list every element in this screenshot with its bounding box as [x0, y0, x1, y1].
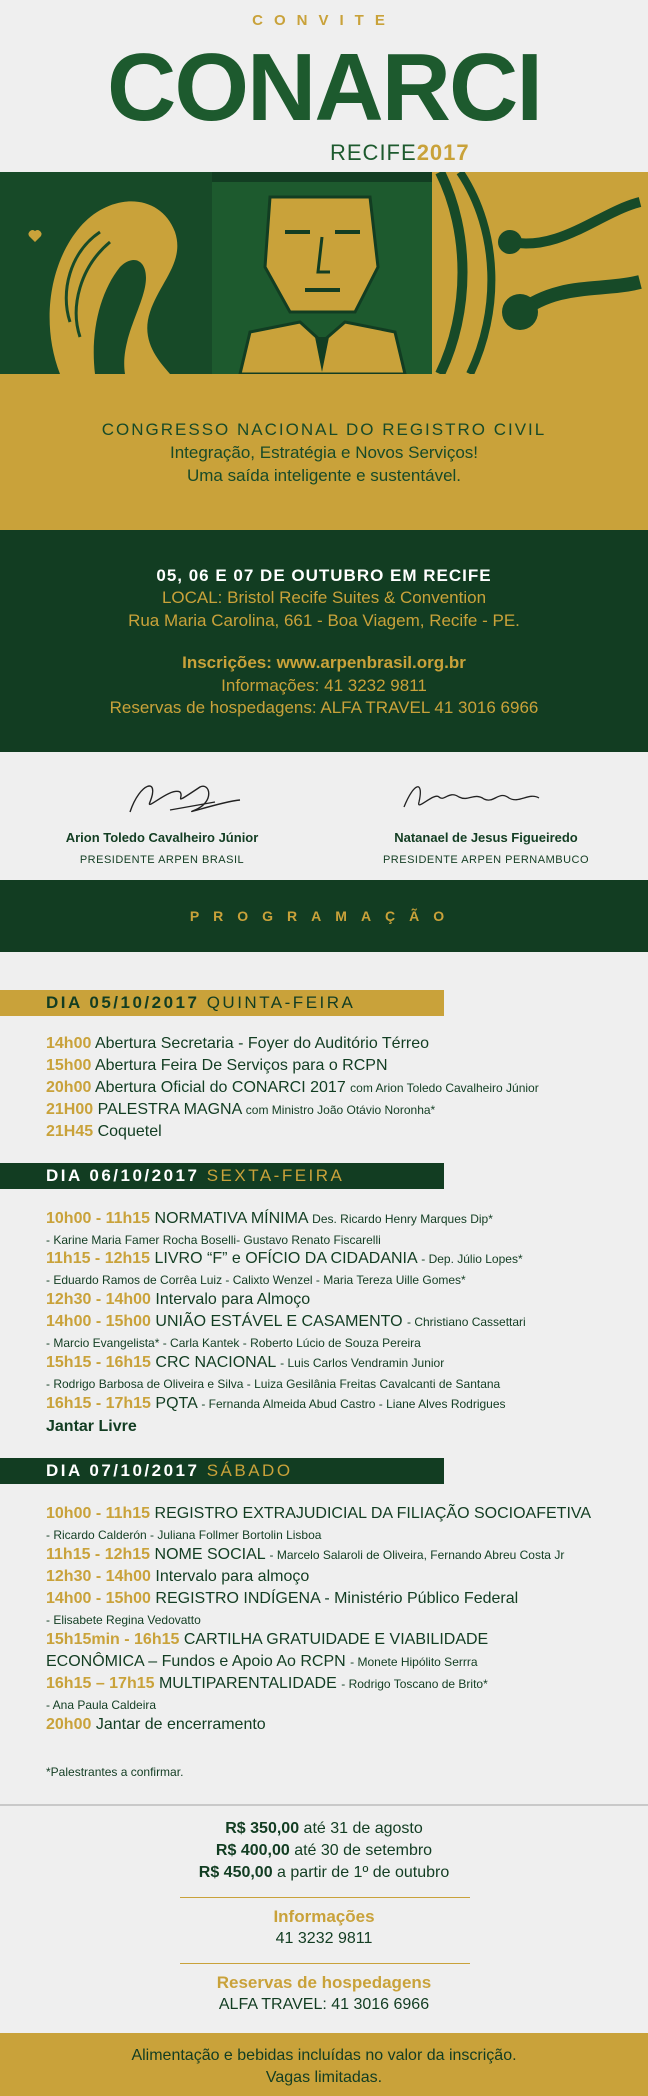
footer-line-2: Vagas limitadas. [265, 2069, 383, 2086]
programacao-band [0, 880, 648, 952]
registration-link[interactable]: Inscrições: www.arpenbrasil.org.br [182, 653, 466, 672]
speakers: - Rodrigo Barbosa de Oliveira e Silva - Luiza Gesilânia Freitas Cavalcanti de Santana [46, 1377, 501, 1391]
congress-tagline: Integração, Estratégia e Novos Serviços! [169, 443, 479, 462]
schedule-item: 10h00 - 11h15 NORMATIVA MÍNIMA Des. Ricardo Henry Marques Dip* [46, 1210, 493, 1227]
speakers: - Karine Maria Famer Rocha Boselli- Gustavo Renato Fiscarelli [46, 1233, 381, 1247]
signature-role: PRESIDENTE ARPEN BRASIL [79, 854, 245, 866]
price-row: R$ 350,00 até 31 de agosto [225, 1820, 423, 1837]
schedule-item: 21H45 Coquetel [46, 1123, 162, 1140]
illustration-banner [0, 172, 648, 374]
price-row: R$ 400,00 até 30 de setembro [215, 1842, 433, 1859]
event-info [0, 530, 648, 752]
header [0, 0, 648, 172]
day-header-3 [0, 1458, 444, 1484]
info-phone-value: 41 3232 9811 [275, 1930, 373, 1947]
congress-band [0, 374, 648, 530]
info-title: Informações [273, 1907, 375, 1926]
programacao-title: PROGRAMAÇÃO [189, 908, 459, 924]
event-dates: 05, 06 E 07 DE OUTUBRO EM RECIFE [156, 566, 492, 585]
signature-scribble [0, 772, 324, 818]
footer [0, 2033, 648, 2096]
city-year [330, 140, 470, 166]
schedule-item: 21H00 PALESTRA MAGNA com Ministro João Otávio Noronha* [46, 1101, 436, 1118]
schedule-item: 12h30 - 14h00 Intervalo para almoço [46, 1568, 310, 1585]
jantar-livre: Jantar Livre [46, 1418, 137, 1435]
divider [180, 1963, 470, 1964]
schedule-item: 10h00 - 11h15 REGISTRO EXTRAJUDICIAL DA FILIAÇÃO SOCIOAFETIVA [46, 1505, 592, 1522]
schedule-item: 20h00 Jantar de encerramento [46, 1716, 266, 1733]
schedule-item: 20h00 Abertura Oficial do CONARCI 2017 com Arion Toledo Cavalheiro Júnior [46, 1079, 539, 1096]
divider [180, 1897, 470, 1898]
schedule-item: 11h15 - 12h15 LIVRO “F” e OFÍCIO DA CIDADANIA - Dep. Júlio Lopes* [46, 1250, 523, 1267]
schedule-item: 16h15 - 17h15 PQTA - Fernanda Almeida Abud Castro - Liane Alves Rodrigues [46, 1395, 506, 1412]
footer-line-1: Alimentação e bebidas incluídas no valor da inscrição. [131, 2047, 517, 2064]
schedule-item: 15h00 Abertura Feira De Serviços para o RCPN [46, 1057, 388, 1074]
reservations-title: Reservas de hospedagens [216, 1973, 432, 1992]
congress-name: CONGRESSO NACIONAL DO REGISTRO CIVIL [101, 420, 547, 439]
event-local: LOCAL: Bristol Recife Suites & Convention [161, 588, 487, 607]
speakers: - Eduardo Ramos de Corrêa Luiz - Calixto Wenzel - Maria Tereza Uille Gomes* [46, 1273, 466, 1287]
day-weekday: QUINTA-FEIRA [206, 993, 356, 1012]
day-weekday: SEXTA-FEIRA [206, 1166, 345, 1185]
signature-scribble [324, 772, 648, 818]
confirmation-note: *Palestrantes a confirmar. [46, 1765, 184, 1779]
schedule-item: ECONÔMICA – Fundos e Apoio Ao RCPN - Monete Hipólito Serrra [46, 1653, 478, 1670]
signature-name: Arion Toledo Cavalheiro Júnior [65, 830, 259, 845]
event-address: Rua Maria Carolina, 661 - Boa Viagem, Recife - PE. [128, 611, 520, 630]
speakers: - Ricardo Calderón - Juliana Follmer Bortolin Lisboa [46, 1528, 322, 1542]
congress-subtitle: Uma saída inteligente e sustentável. [186, 466, 462, 485]
event-title: CONARCI [107, 34, 541, 141]
schedule-item: 15h15 - 16h15 CRC NACIONAL - Luis Carlos Vendramin Junior [46, 1354, 445, 1371]
divider [0, 1804, 648, 1806]
signature-2 [324, 752, 648, 880]
schedule-item: 14h00 - 15h00 UNIÃO ESTÁVEL E CASAMENTO - Christiano Cassettari [46, 1313, 526, 1330]
schedule-item: 14h00 - 15h00 REGISTRO INDÍGENA - Ministério Público Federal [46, 1590, 519, 1607]
day-date: DIA 07/10/2017 [46, 1461, 200, 1480]
convite-label: CONVITE [252, 12, 396, 29]
day-date: DIA 06/10/2017 [46, 1166, 200, 1185]
signatures [0, 752, 648, 880]
speakers: - Marcio Evangelista* - Carla Kantek - Roberto Lúcio de Souza Pereira [46, 1336, 421, 1350]
schedule-item: 12h30 - 14h00 Intervalo para Almoço [46, 1291, 311, 1308]
speakers: - Ana Paula Caldeira [46, 1698, 157, 1712]
day-header-2 [0, 1163, 444, 1189]
day-header-1 [0, 990, 444, 1016]
schedule-item: 16h15 – 17h15 MULTIPARENTALIDADE - Rodrigo Toscano de Brito* [46, 1675, 488, 1692]
signature-1 [0, 752, 324, 880]
hotel-reservations: Reservas de hospedagens: ALFA TRAVEL 41 3016 6966 [109, 698, 539, 717]
info-phone: Informações: 41 3232 9811 [221, 676, 427, 695]
speakers: - Elisabete Regina Vedovatto [46, 1613, 201, 1627]
city: RECIFE [330, 140, 417, 165]
schedule-item: 15h15min - 16h15 CARTILHA GRATUIDADE E VIABILIDADE [46, 1631, 489, 1648]
day-weekday: SÁBADO [206, 1461, 293, 1480]
signature-name: Natanael de Jesus Figueiredo [394, 830, 578, 845]
schedule-item: 11h15 - 12h15 NOME SOCIAL - Marcelo Salaroli de Oliveira, Fernando Abreu Costa Jr [46, 1546, 565, 1563]
illustration-art [0, 172, 648, 374]
signature-role: PRESIDENTE ARPEN PERNAMBUCO [382, 854, 590, 866]
year: 2017 [416, 140, 470, 165]
reservations-value: ALFA TRAVEL: 41 3016 6966 [218, 1996, 430, 2013]
day-date: DIA 05/10/2017 [46, 993, 200, 1012]
price-row: R$ 450,00 a partir de 1º de outubro [198, 1864, 450, 1881]
schedule-item: 14h00 Abertura Secretaria - Foyer do Auditório Térreo [46, 1035, 430, 1052]
